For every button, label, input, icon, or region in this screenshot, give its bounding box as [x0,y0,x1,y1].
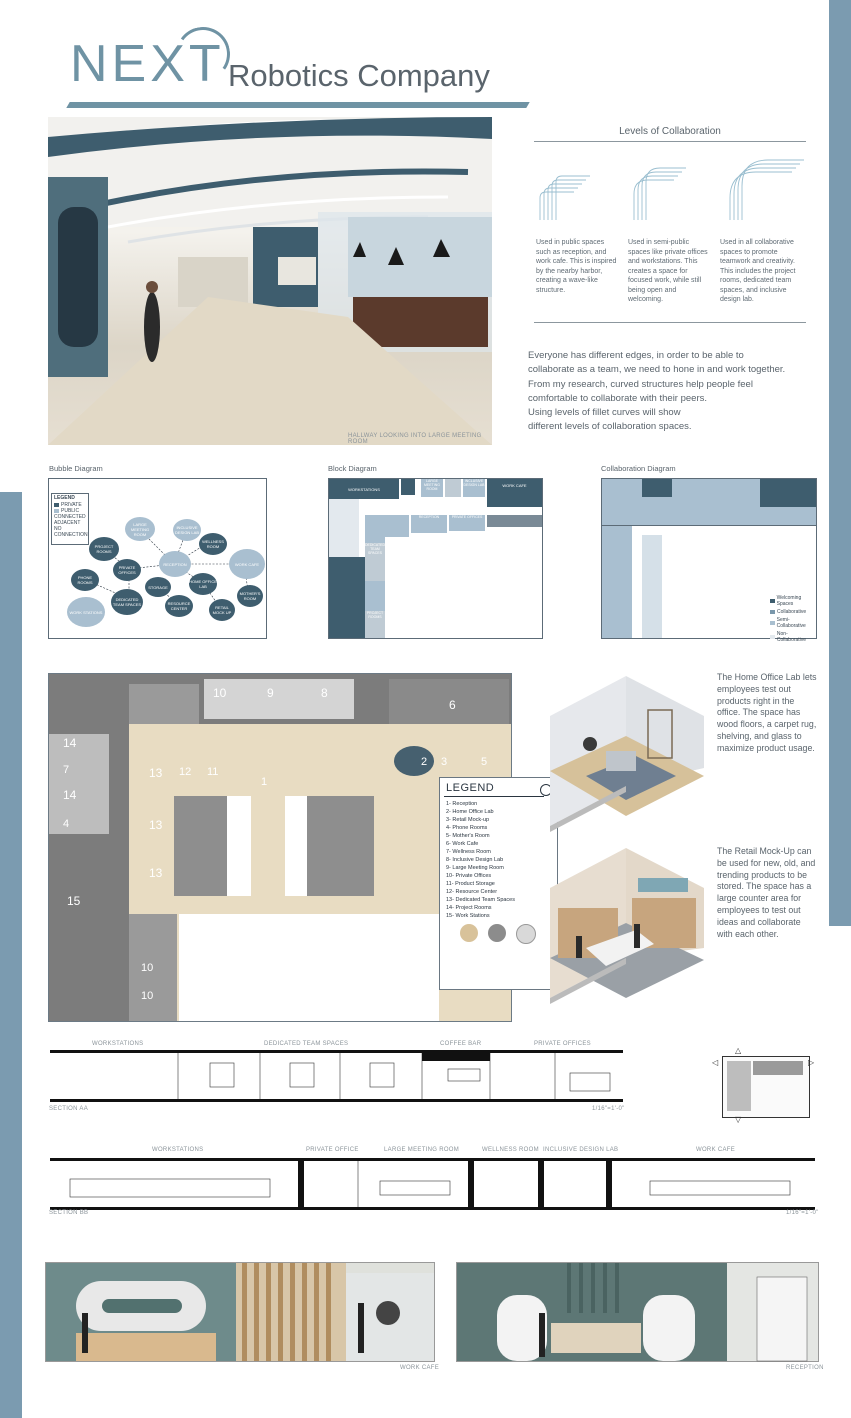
section-bb-drawing [50,1158,815,1210]
plan-legend-title: LEGEND [446,782,495,794]
bubble-diagram [48,478,267,639]
level-2-text: Used in semi-public spaces like private offices and workstations. This creates a space for focused work, while still being open and welcoming. [628,239,708,303]
logo-underline [66,102,529,108]
room-number: 4 [63,818,70,830]
room-number: 6 [449,698,456,712]
collab-legend-item: Welcoming Spaces [776,595,802,607]
key-plan-zone [727,1061,751,1111]
section-bb-scale: 1/16"=1'-0" [786,1210,819,1216]
legend-item: 3- Retail Mock-up [446,817,490,823]
level-1-text: Used in public spaces such as reception, and work cafe. This is inspired by the nearby harbor, creating a wave-like structure. [536,239,617,294]
plan-storage [227,796,251,896]
block-cell [365,515,385,543]
section-aa-scale: 1/16"=1'-0" [592,1106,625,1112]
section-bb-zone: WORKSTATIONS [152,1147,204,1153]
reception-elevation [456,1262,819,1362]
key-plan [722,1056,810,1118]
bubble-inclusive-design-lab: INCLUSIVE DESIGN LAB [173,519,201,541]
legend-item: 8- Inclusive Design Lab [446,857,504,863]
work-cafe-elevation-drawing [46,1263,434,1361]
room-number: 3 [441,756,448,768]
block-team-spaces: DEDICATED TEAM SPACES [365,543,385,581]
block-cell [445,479,461,497]
block-diagram-label: Block Diagram [328,464,377,473]
room-number: 13 [149,766,163,780]
collaboration-diagram [601,478,817,643]
room-number: 7 [63,764,70,776]
collab-zone-cafe [760,479,816,507]
legend-rule [444,796,544,797]
plan-open-area [179,914,439,1021]
bubble-diagram-label: Bubble Diagram [49,464,103,473]
block-cell [329,557,365,638]
bubble-retail-mock-up: RETAIL MOCK UP [209,599,235,621]
legend-item: 10- Private Offices [446,873,492,879]
bubble-private-offices: PRIVATE OFFICES [113,559,141,581]
collab-diagram-label: Collaboration Diagram [601,464,676,473]
fillet-curves-graphic [534,158,806,228]
collab-zone-team [642,535,662,638]
room-number: 1 [261,776,268,788]
logo-word: NEXT [70,35,225,93]
plan-office-block [174,796,234,896]
concept-line: Using levels of fillet curves will show [528,407,681,419]
legend-item: 14- Project Rooms [446,905,492,911]
plan-office-block [304,796,374,896]
legend-item: 7- Wellness Room [446,849,491,855]
plan-left-zone [49,674,129,1021]
bubble-work-cafe: WORK CAFE [229,549,265,579]
room-number: 10 [213,686,227,700]
plan-meeting-zone [204,679,354,719]
collab-legend-item: Non-Collaborative [776,631,807,643]
section-aa-zone: WORKSTATIONS [92,1041,144,1047]
legend-item: 6- Work Cafe [446,841,479,847]
block-cell [487,515,542,527]
bubble-home-office-lab: HOME OFFICE LAB [189,573,217,595]
bubble-resource-center: RESOURCE CENTER [165,595,193,617]
room-number: 14 [63,788,77,802]
material-swatch-carpet [488,924,506,942]
bubble-large-meeting-room: LARGE MEETING ROOM [125,517,155,541]
levels-bottom-rule [534,322,806,323]
bubble-storage: STORAGE [145,577,171,597]
section-marker-icon: ◁ [712,1058,719,1067]
section-marker-icon: △ [735,1046,742,1055]
collab-legend-item: Collaborative [777,609,807,615]
concept-line: From my research, curved structures help people feel [528,378,753,390]
room-number: 10 [141,962,154,974]
legend-item: 9- Large Meeting Room [446,865,504,871]
bubble-phone-rooms: PHONE ROOMS [71,569,99,591]
room-number: 5 [481,756,488,768]
room-number: 11 [207,766,219,778]
bubble-legend-item: PUBLIC [61,508,80,514]
block-cell [401,479,415,495]
material-swatch-wood [460,924,478,942]
room-number: 9 [267,686,274,700]
section-aa-zone: COFFEE BAR [440,1041,482,1047]
home-office-lab-render [546,676,706,832]
collab-zone-room [642,479,672,497]
bubble-wellness-room: WELLNESS ROOM [199,533,227,555]
collab-legend [770,595,816,643]
section-bb-zone: WELLNESS ROOM [482,1147,539,1153]
floor-plan [48,673,515,1022]
legend-item: 13- Dedicated Team Spaces [446,897,515,903]
block-cell [365,581,385,611]
material-swatch-tile [516,924,536,944]
plan-legend-list [446,800,515,920]
block-inclusive-lab: INCLUSIVE DESIGN LAB [463,479,485,497]
block-work-cafe: WORK CAFE [487,479,542,507]
work-cafe-elevation-label: WORK CAFE [400,1365,440,1371]
hallway-illustration [48,117,492,445]
plan-reception-desk [394,746,434,776]
plan-zone [129,684,199,724]
room-number: 14 [63,736,77,750]
levels-title: Levels of Collaboration [619,126,721,137]
block-workstations: WORKSTATIONS [329,479,399,499]
section-bb-lines [50,1161,815,1207]
block-cell [329,499,359,557]
section-aa-zone: PRIVATE OFFICES [534,1041,591,1047]
section-aa-lines [50,1053,623,1099]
section-aa-label: SECTION AA [49,1106,89,1112]
room-number: 10 [141,990,154,1002]
retail-description: The Retail Mock-Up can be used for new, old, and trending products to be stored. The space has a large counter area for employees to test out ideas and collaborate with each other. [717,846,816,939]
legend-item: 5- Mother's Room [446,833,490,839]
concept-line: collaborate as a team, we need to hone in and work together. [528,364,786,376]
legend-item: 2- Home Office Lab [446,809,494,815]
block-diagram [328,478,543,639]
right-accent-bar [829,0,851,926]
levels-top-rule [534,141,806,142]
company-name: Robotics Company [228,58,490,93]
reception-elevation-label: RECEPTION [786,1365,824,1371]
legend-item: 15- Work Stations [446,913,490,919]
section-bb-label: SECTION BB [49,1210,89,1216]
section-bb-zone: LARGE MEETING ROOM [384,1147,460,1153]
bubble-legend-item: PRIVATE [61,502,82,508]
section-bb-zone: INCLUSIVE DESIGN LAB [543,1147,619,1153]
block-large-meeting: LARGE MEETING ROOM [421,479,443,497]
concept-line: comfortable to collaborate with their peers. [528,392,708,404]
section-bb-zone: WORK CAFE [696,1147,736,1153]
plan-storage [285,796,307,896]
block-cell [385,515,409,537]
bubble-project-rooms: PROJECT ROOMS [89,537,119,561]
section-marker-icon: ▽ [735,1115,742,1124]
key-plan-zone [753,1061,803,1075]
concept-line: Everyone has different edges, in order to be able to [528,350,744,361]
legend-item: 11- Product Storage [446,881,495,887]
bubble-work-stations: WORK STATIONS [67,597,105,627]
work-cafe-elevation [45,1262,435,1362]
bubble-legend-item: NO CONNECTION [54,526,88,538]
collab-zone-left [602,479,632,638]
section-marker-icon: ▷ [808,1058,815,1067]
bubble-reception: RECEPTION [159,551,191,577]
room-number: 13 [149,866,163,880]
room-number: 2 [421,756,428,768]
bubble-legend-item: CONNECTED [54,514,86,520]
left-accent-bar [0,492,22,1418]
section-aa-drawing [50,1050,623,1102]
level-3-text: Used in all collaborative spaces to promote teamwork and creativity. This includes the project rooms, dedicated team spaces, and inclusive design lab. [720,239,796,303]
room-number: 13 [149,818,163,832]
block-reception: RECEPTION [411,515,447,533]
section-bb-zone: PRIVATE OFFICE [306,1147,359,1153]
room-number: 15 [67,894,81,908]
plan-legend [439,777,558,990]
bubble-mothers-room: MOTHER'S ROOM [237,585,263,607]
bubble-dedicated-team-spaces: DEDICATED TEAM SPACES [111,589,143,615]
hero-rendering [48,117,492,445]
legend-item: 12- Resource Center [446,889,498,895]
legend-item: 1- Reception [446,801,478,807]
room-number: 8 [321,686,328,700]
legend-item: 4- Phone Rooms [446,825,488,831]
bubble-legend-title: LEGEND [54,495,75,501]
block-project-rooms: PROJECT ROOMS [365,611,385,638]
collab-legend-item: Semi-Collaborative [776,617,806,629]
concept-line: different levels of collaboration spaces. [528,421,692,433]
section-aa-zone: DEDICATED TEAM SPACES [264,1041,349,1047]
collab-divider [602,525,816,526]
plan-zone [49,734,109,834]
room-number: 12 [179,766,192,778]
reception-elevation-drawing [457,1263,818,1361]
concept-paragraph [528,349,818,435]
home-office-description: The Home Office Lab lets employees test out products right in the office. The space has wood floors, a carpet rug, shelving, and glass to maximize product usage. [717,672,817,753]
hero-caption: HALLWAY LOOKING INTO LARGE MEETING ROOM [348,433,482,445]
block-private-offices: PRIVATE OFFICES [449,515,485,531]
bubble-legend-item: ADJACENT [54,520,81,526]
retail-mockup-render [546,848,706,1018]
